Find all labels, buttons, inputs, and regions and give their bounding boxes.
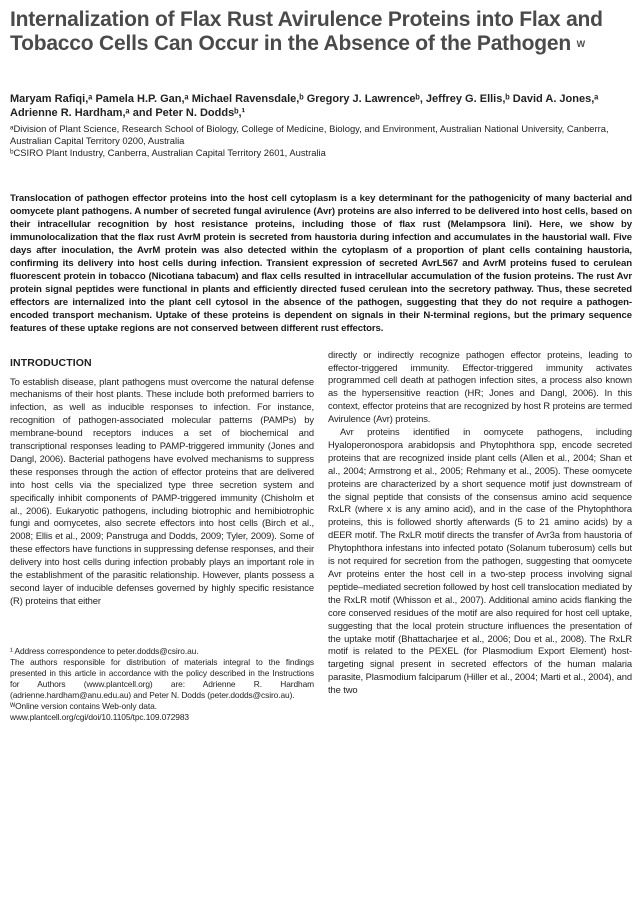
authors-line-1: Maryam Rafiqi,ᵃ Pamela H.P. Gan,ᵃ Michael Ravensdale,ᵇ Gregory J. Lawrenceᵇ, Jeffrey G. Ellis,ᵇ David A. Jones,ᵃ [10, 93, 599, 105]
affiliation-a: ᵃDivision of Plant Science, Research School of Biology, College of Medicine, Biology, and Environment, Australian National University, Canberra, Australian Capital Territory 0200, Australia [10, 123, 609, 147]
right-paragraph-1: directly or indirectly recognize pathogen effector proteins, leading to effector-triggered immunity. Effector-triggered immunity activates programmed cell death at pathogen infection sites, a process also known as the hypersensitive reaction (HR; Jones and Dangl, 2006). In this context, effector proteins that are recognized by host R proteins are termed Avirulence (Avr) proteins. [328, 348, 632, 425]
authors-line-2: Adrienne R. Hardham,ᵃ and Peter N. Doddsᵇ,¹ [10, 107, 246, 119]
left-column [10, 349, 314, 723]
intro-paragraph-1: To establish disease, plant pathogens must overcome the natural defense mechanisms of their host plants. These include both preformed barriers to infection, as well as inducible responses to infection. For instance, recognition of pathogen-associated molecular patterns (PAMPs) by membrane-bound receptors induces a set of biochemical and transcriptional responses leading to PAMP-triggered immunity (Jones and Dangl, 2006). Bacterial pathogens have evolved mechanisms to suppress these responses through the action of effector proteins that are delivered into host cells via the specialized type three secretion system and specifically inhibit components of PAMP-triggered immunity (Chisholm et al., 2006). Eukaryotic pathogens, including biotrophic and hemibiotrophic fungi and oomycetes, also secrete effectors into host cells (Birch et al., 2008; Ellis et al., 2009; Panstruga and Dodds, 2009; Tyler, 2009). Some of these effectors have functions in suppressing defense responses, and their delivery into host cells during infection probably plays an important role in the establishment of the parasitic relationship. However, plants possess a second layer of inducible defenses governed by highly specific resistance (R) proteins that either [10, 375, 314, 606]
footnote-correspondence: ¹ Address correspondence to peter.dodds@csiro.au. [10, 645, 199, 656]
abstract: Translocation of pathogen effector proteins into the host cell cytoplasm is a key determinant for the pathogenicity of many bacterial and oomycete plant pathogens. A number of secreted fungal avirulence (Avr) proteins are also inferred to be delivered into host cells, based on their intracellular recognition by host resistance proteins, including those of flax rust (Melampsora lini). Here, we show by immunolocalization that the flax rust AvrM protein is secreted from haustoria during infection and accumulates in the haustorial wall. Five days after inoculation, the AvrM protein was also detected within the cytoplasm of a proportion of plant cells containing haustoria, confirming its delivery into host cells during infection. Transient expression of secreted AvrL567 and AvrM proteins fused to cerulean fluorescent protein in tobacco (Nicotiana tabacum) and flax cells resulted in intracellular accumulation of the fusion proteins. The rust Avr protein signal peptides were functional in plants and efficiently directed fused cerulean into the secretory pathway. Thus, these secreted effectors are internalized into the plant cell cytosol in the absence of the pathogen, suggesting that they do not require a pathogen-encoded transport mechanism. Uptake of these proteins is dependent on signals in their N-terminal regions, but the primary sequence features of these uptake regions are not conserved between different rust effectors. [10, 192, 632, 334]
right-paragraph-2: Avr proteins identified in oomycete pathogens, including Hyaloperonospora arabidopsis and Phytophthora spp, encode secreted proteins that are recognized inside plant cells (Allen et al., 2004; Shan et al., 2004; Armstrong et al., 2005; Rehmany et al., 2005). These oomycete proteins are characterized by a short sequence motif just downstream of the signal peptide that consists of the consensus amino acid sequence RxLR (where x is any amino acid), and in the case of the Phytophthora proteins, this is followed shortly afterwards (5 to 21 amino acids) by a dEER motif. The RxLR motif directs the transfer of Avr3a from haustoria of Phytophthora infestans into infected potato (Solanum tuberosum) cells but is not required for secretion from the pathogen, suggesting that oomycete Avr proteins enter the host cell in a two-step process involving signal peptide–mediated secretion followed by host cell translocation mediated by the RxLR motif (Whisson et al., 2007). Additional amino acids flanking the core conserved residues of the motif are also required for host cell uptake, suggesting that the local protein structure influences the presentation of the uptake motif (Bhattacharjee et al., 2006; Dou et al., 2008). The RxLR motif is related to the PEXEL (for Plasmodium Export Element) host-targeting signal present in secreted effectors of the human malaria parasite, Plasmodium falciparum (Hiller et al., 2004; Marti et al., 2004), and the two [328, 426, 632, 696]
web-only-mark: W [576, 39, 585, 49]
doi-link[interactable]: www.plantcell.org/cgi/doi/10.1105/tpc.109.072983 [10, 711, 189, 722]
author-list [10, 92, 632, 120]
title-line-2: Tobacco Cells Can Occur in the Absence of the Pathogen [10, 32, 571, 55]
right-column [328, 349, 632, 723]
footnote-web-only: ᵂOnline version contains Web-only data. [10, 700, 157, 711]
footnotes [10, 646, 314, 723]
section-heading-introduction: INTRODUCTION [10, 356, 92, 369]
paper-title [10, 8, 632, 56]
affiliations [10, 123, 632, 160]
affiliation-b: ᵇCSIRO Plant Industry, Canberra, Australian Capital Territory 2601, Australia [10, 147, 326, 159]
footnote-materials: The authors responsible for distribution of materials integral to the findings presented in this article in accordance with the policy described in the Instructions for Authors (www.plantcell.org) are: Adrienne R. Hardham (adrienne.hardham@anu.edu.au) and Peter N. Dodds (peter.dodds@csiro.au). [10, 656, 314, 700]
body-columns [10, 349, 632, 723]
title-line-1: Internalization of Flax Rust Avirulence Proteins into Flax and [10, 8, 603, 31]
